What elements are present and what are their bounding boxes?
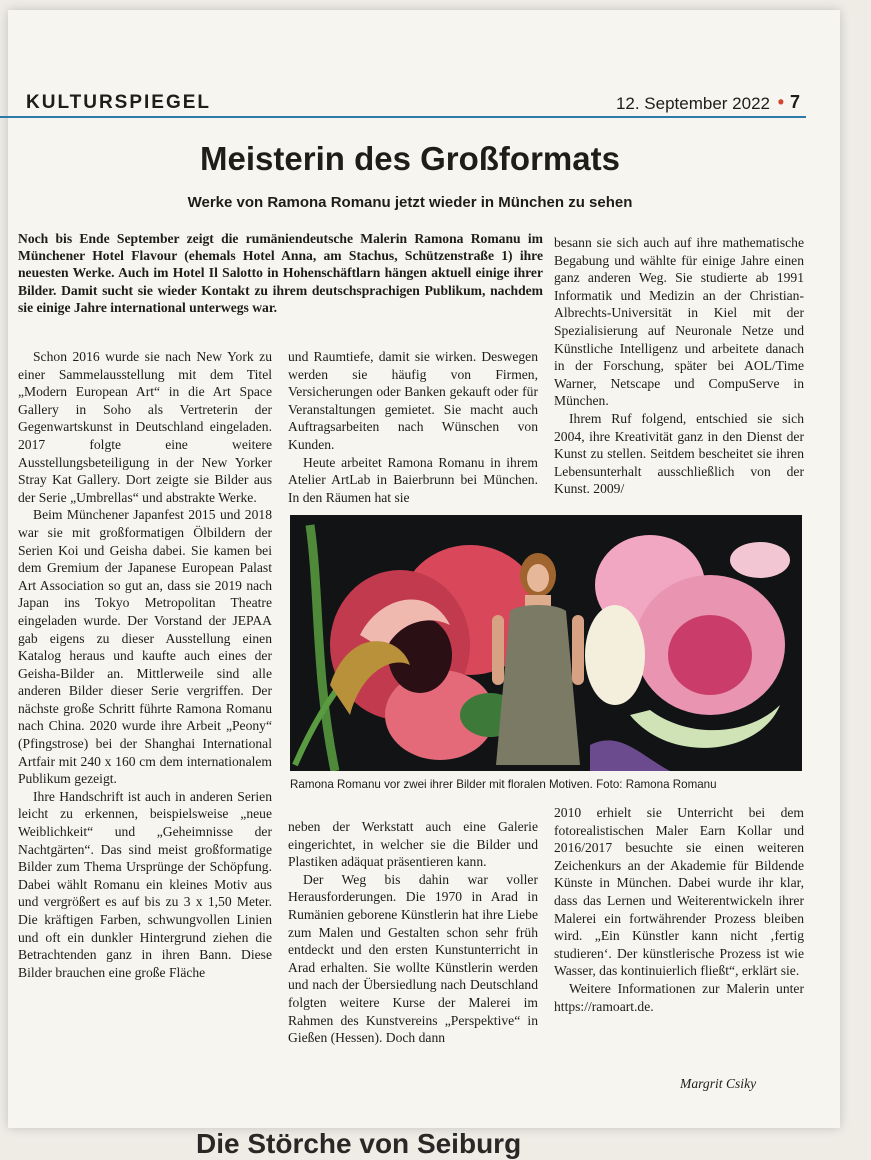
next-article-headline: Die Störche von Seiburg <box>196 1128 522 1159</box>
column-2-top <box>288 348 538 506</box>
photo-caption: Ramona Romanu vor zwei ihrer Bilder mit floralen Motiven. Foto: Ramona Romanu <box>290 778 717 791</box>
paragraph: 2010 erhielt sie Unterricht bei dem fotorealistischen Maler Earn Kollar und 2016/2017 besuchte sie einen weiteren Zeichenkurs an der Akademie für Bildende Künste in München. Dabei wurde ihr klar, dass das Lernen und Weiterentwickeln ihrer Malerei ein fortwährender Prozess bleiben wird. „Ein Künstler kann nicht ‚fertig studieren‘. Der künstlerische Prozess ist wie Wasser, das kontinuierlich fließt“, erklärt sie. <box>554 805 804 979</box>
page-number: 7 <box>789 92 800 112</box>
header-rule <box>0 116 806 118</box>
article-photo <box>290 515 802 771</box>
paragraph: Weitere Informationen zur Malerin unter https://ramoart.de. <box>554 980 804 1014</box>
column-3-bottom <box>554 804 804 1015</box>
section-title: KULTURSPIEGEL <box>26 92 212 113</box>
column-1 <box>18 348 272 981</box>
paragraph: Beim Münchener Japanfest 2015 und 2018 war sie mit großformatigen Ölbildern der Serien Koi und Geisha dabei. Sie kamen bei dem Gremium der Japanese European Palast Art Association so gut an, dass sie 2019 nach Japan ins Tokyo Metropolitan Theatre eingeladen wurde. Der Vorstand der JEPAA gab eigens zu dieser Ausstellung einen Katalog heraus und kaufte auch eines der Geisha-Bilder an. Mittlerweile sind alle anderen Bilder dieser Serie vergriffen. Der nächste große Schritt führte Ramona Romanu nach China. 2020 wurde ihre Arbeit „Peony“ (Pfingstrose) bei der Shanghai International Artfair mit 240 x 160 cm dem internationalem Publikum gezeigt. <box>18 507 272 787</box>
paragraph: Schon 2016 wurde sie nach New York zu einer Sammelausstellung mit dem Titel „Modern European Art“ in die Art Space Gallery in Soho als Vertreterin der Gegenwartskunst in Deutschland eingeladen. 2017 folgte eine weitere Ausstellungsbeteiligung in der New Yorker Stray Kat Gallery. Dort zeigte sie Bilder aus der Serie „Umbrellas“ und abstrakte Werke. <box>18 349 272 505</box>
paragraph: Ihre Handschrift ist auch in anderen Serien leicht zu erkennen, beispielsweise „neue Weiblichkeit“ und „Geheimnisse der Nachtgärten“. Das sind meist großformatige Bilder zum Thema Ursprünge der Schöpfung. Dabei wählt Romanu ein kleines Motiv aus und vergrößert es auf bis zu 3 x 1,50 Meter. Die kräftigen Farben, schwungvollen Linien und oft ein dunkler Hintergrund ziehen die Betrachtenden ganz in ihren Bann. Diese Bilder brauchen eine große Fläche <box>18 788 272 980</box>
paragraph: Der Weg bis dahin war voller Herausforderungen. Die 1970 in Arad in Rumänien geborene Künstlerin hat ihre Liebe zum Malen und Gestalten schon sehr früh entdeckt und den ersten Kunstunterricht in Arad erhalten. Sie wollte Künstlerin werden und nach der Übersiedlung nach Deutschland folgten weitere Kurse der Malerei im Rahmen des Kunstvereins „Perspektive“ in Gießen (Hessen). Doch dann <box>288 871 538 1046</box>
paragraph: neben der Werkstatt auch eine Galerie eingerichtet, in welcher sie die Bilder und Plastiken adäquat präsentieren kann. <box>288 819 538 870</box>
separator-dot: • <box>777 92 784 112</box>
column-2-bottom <box>288 818 538 1047</box>
article-subheadline: Werke von Ramona Romanu jetzt wieder in München zu sehen <box>187 194 633 211</box>
article-lead: Noch bis Ende September zeigt die rumäniendeutsche Malerin Ramona Romanu im Münchener Hotel Flavour (ehemals Hotel Anna, am Stachus, Schützenstraße 1) ihre neuesten Werke. Auch im Hotel Il Salotto in Hohenschäftlarn hängen aktuell einige ihrer Bilder. Damit sucht sie wieder Kontakt zu ihrem deutschsprachigen Publikum, nachdem sie einige Jahre international unterwegs war. <box>18 231 543 315</box>
paragraph: Ihrem Ruf folgend, entschied sie sich 2004, ihre Kreativität ganz in den Dienst der Kunst zu stellen. Seitdem bescheitet sie ihren Lebensunterhalt ausschließlich von der Kunst. 2009/ <box>554 410 804 497</box>
paragraph: Heute arbeitet Ramona Romanu in ihrem Atelier ArtLab in Baierbrunn bei München. In den Räumen hat sie <box>288 454 538 505</box>
paragraph: besann sie sich auch auf ihre mathematische Begabung und wählte für einige Jahre einen ganz anderen Weg. Sie studierte ab 1991 Informatik und Medizin an der Christian-Albrechts-Universität in Kiel mit der Spezialisierung auf Neuronale Netze und Künstliche Intelligenz und arbeitete danach in der Forschung, später bei AOL/Time Warner, Netscape und CompuServe in München. <box>554 235 804 409</box>
column-3-top <box>554 234 804 498</box>
author-name: Margrit Csiky <box>680 1076 757 1091</box>
floral-painting-illustration <box>290 515 802 771</box>
article-headline: Meisterin des Großformats <box>200 140 620 177</box>
issue-date: 12. September 2022 <box>615 94 770 113</box>
paragraph: und Raumtiefe, damit sie wirken. Deswegen werden sie häufig von Firmen, Versicherungen oder Banken gekauft oder für Veranstaltungen gemietet. Sie macht auch Auftragsarbeiten nach Wünschen von Kunden. <box>288 349 538 452</box>
